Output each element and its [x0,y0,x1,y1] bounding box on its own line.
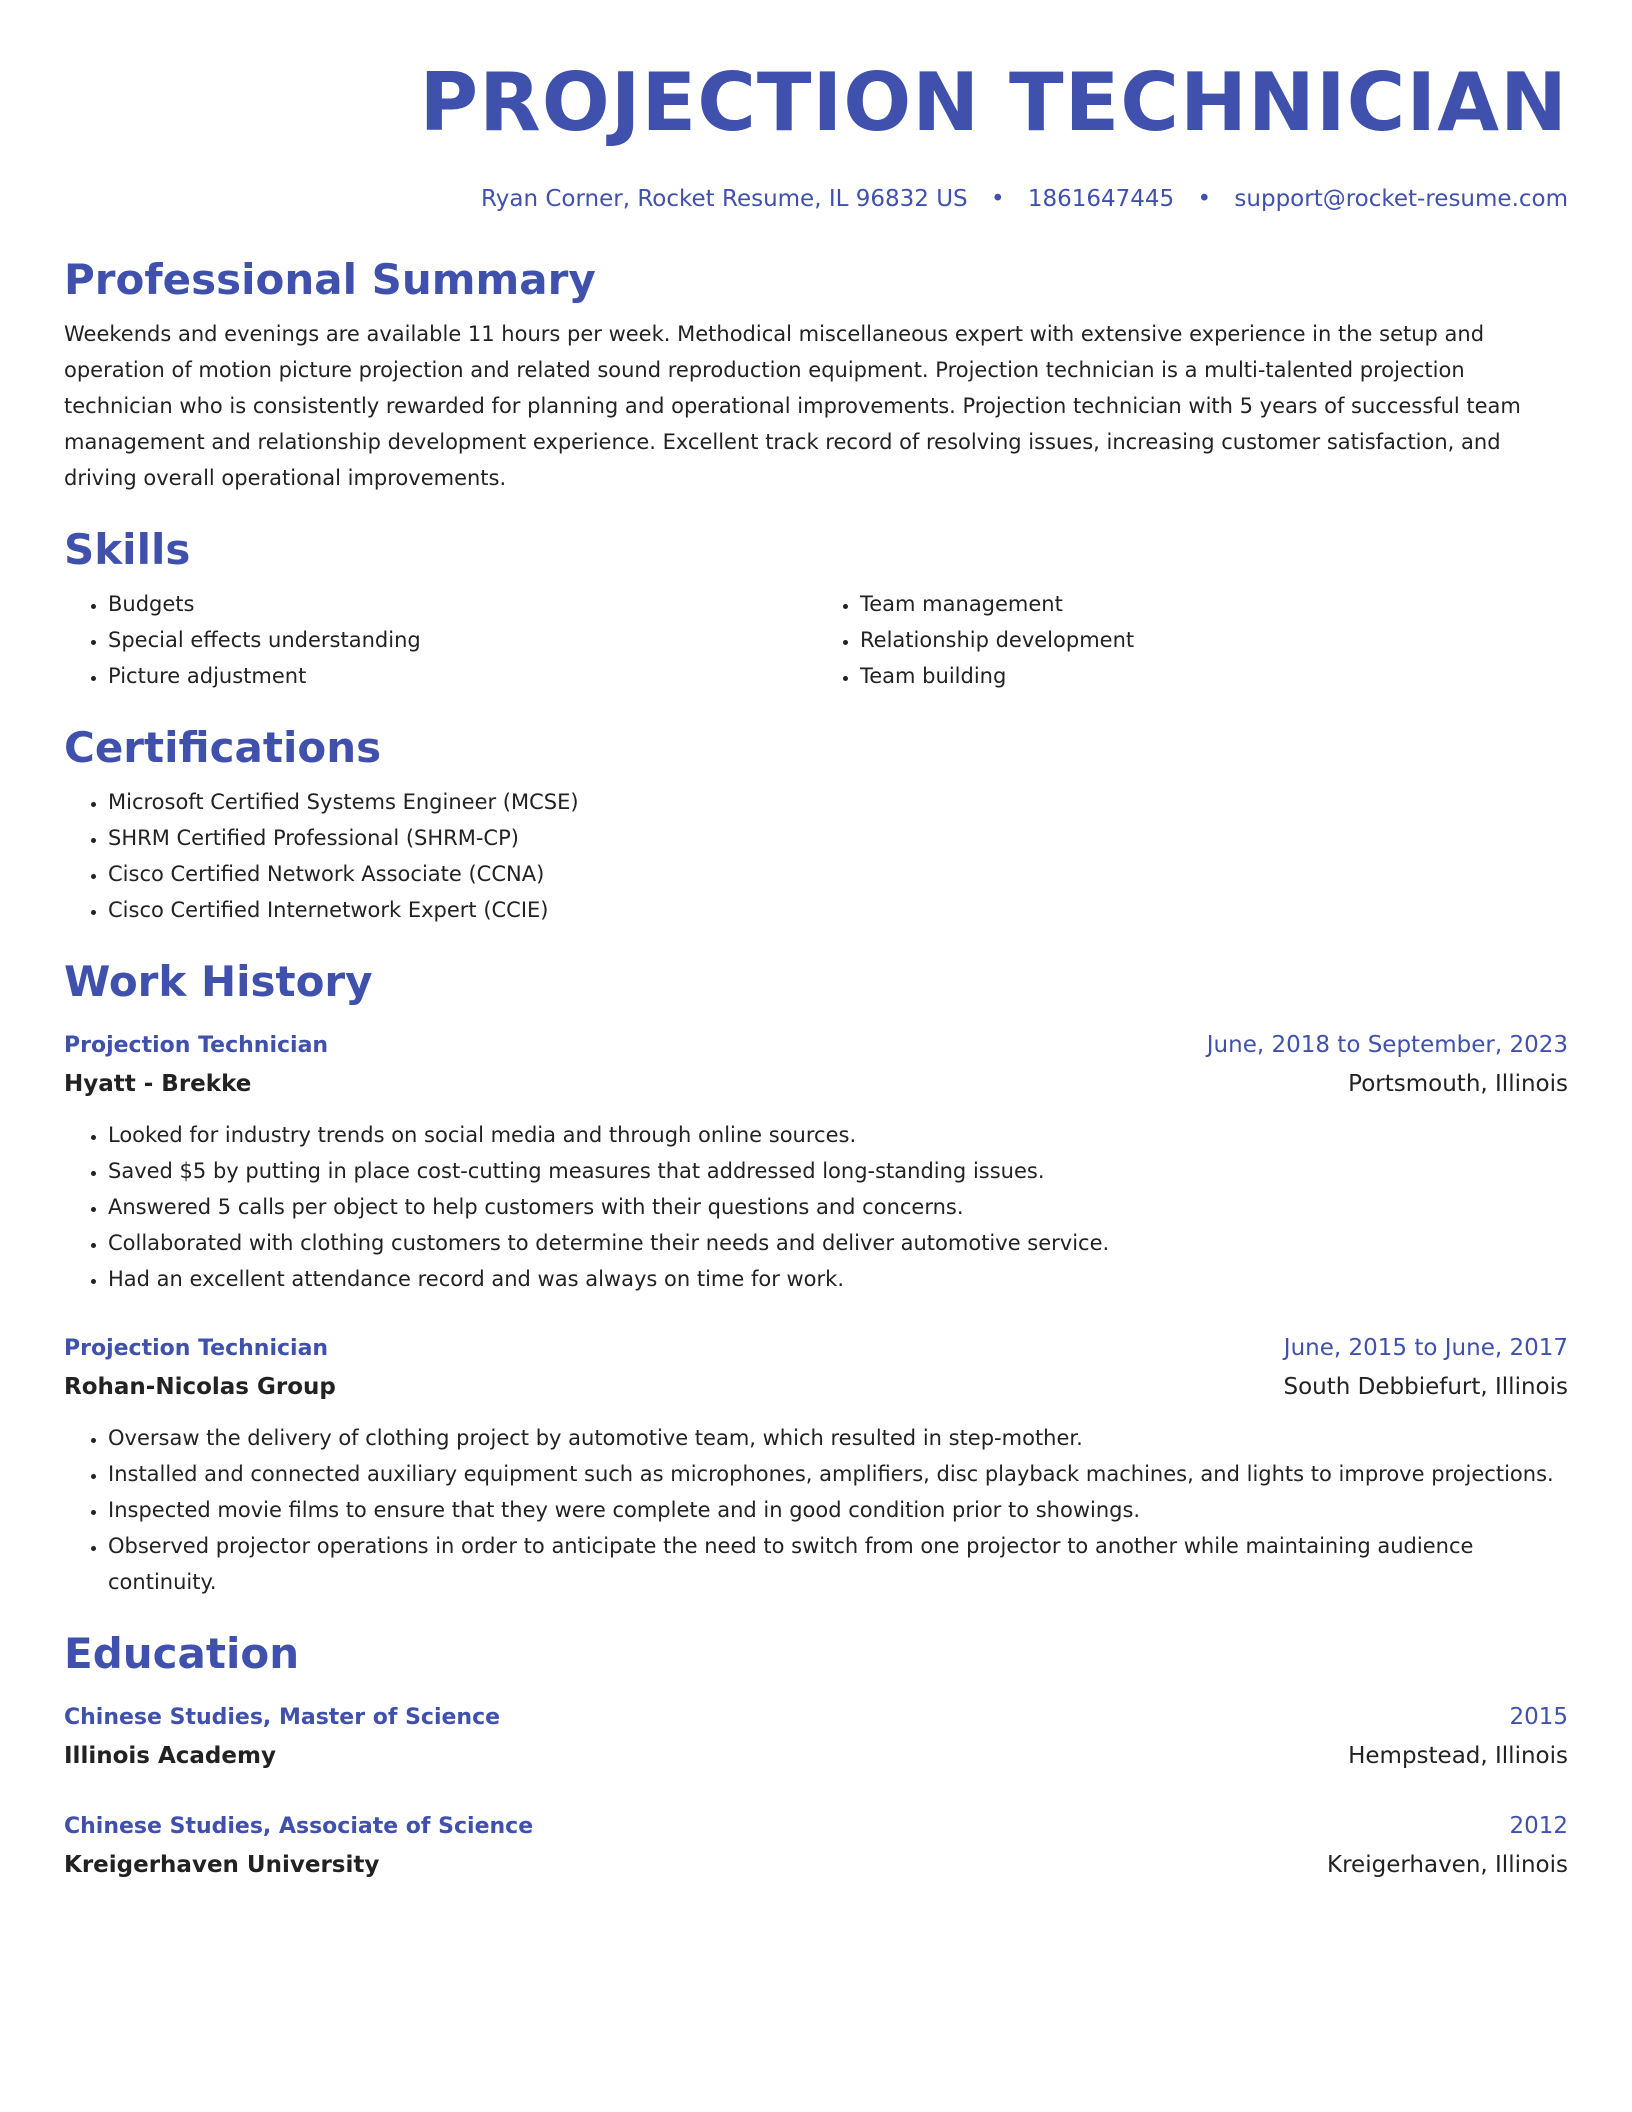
skills-heading: Skills [64,525,191,574]
summary-section [64,252,1568,496]
skill-item: • Budgets [108,586,816,622]
certification-item: • Cisco Certified Network Associate (CCNA) [108,856,1568,892]
job-dates: June, 2015 to June, 2017 [1283,1335,1568,1361]
education-location: Hempstead, Illinois [1348,1743,1568,1769]
job-bullet: • Collaborated with clothing customers to determine their needs and deliver automotive service. [108,1225,1568,1261]
education-subheader [64,1846,1568,1884]
certifications-heading: Certifications [64,723,382,772]
job-bullet: • Saved $5 by putting in place cost-cutting measures that addressed long-standing issues. [108,1153,1568,1189]
job-bullet: • Looked for industry trends on social media and through online sources. [108,1117,1568,1153]
job-header [64,1329,1568,1368]
job-title: Projection Technician [64,1033,329,1058]
job-location: Portsmouth, Illinois [1348,1071,1568,1097]
education-school: Kreigerhaven University [64,1852,380,1878]
education-degree: Chinese Studies, Master of Science [64,1705,501,1730]
education-school: Illinois Academy [64,1743,276,1769]
skill-item: • Picture adjustment [108,658,816,694]
job-bullets [64,1117,1568,1297]
skill-item: • Team management [860,586,1568,622]
certification-item: • Cisco Certified Internetwork Expert (CCIE) [108,892,1568,928]
skills-right-list [816,586,1568,694]
certification-item: • Microsoft Certified Systems Engineer (MCSE) [108,784,1568,820]
job-bullet: • Installed and connected auxiliary equipment such as microphones, amplifiers, disc playback machines, and lights to improve projections. [108,1456,1568,1492]
work-history-section [64,954,1568,1600]
skills-grid [64,578,1568,694]
skill-item: • Relationship development [860,622,1568,658]
job-dates: June, 2018 to September, 2023 [1206,1032,1568,1058]
skills-left-list [64,586,816,694]
education-year: 2015 [1509,1704,1568,1730]
education-year: 2012 [1509,1813,1568,1839]
summary-heading: Professional Summary [64,255,596,304]
resume-page [64,48,1568,1884]
job-title: Projection Technician [64,1336,329,1361]
education-entry [64,1698,1568,1775]
job-header [64,1026,1568,1065]
job-entry [64,1329,1568,1600]
education-header [64,1807,1568,1846]
job-bullet: • Had an excellent attendance record and was always on time for work. [108,1261,1568,1297]
certifications-section [64,720,1568,928]
education-subheader [64,1737,1568,1775]
skill-item: • Team building [860,658,1568,694]
job-entry [64,1026,1568,1297]
job-company: Rohan-Nicolas Group [64,1374,336,1400]
job-location: South Debbiefurt, Illinois [1283,1374,1568,1400]
education-degree: Chinese Studies, Associate of Science [64,1814,534,1839]
contact-phone[interactable]: 1861647445 [1027,186,1175,212]
job-bullet: • Oversaw the delivery of clothing project by automotive team, which resulted in step-mother. [108,1420,1568,1456]
education-heading: Education [64,1629,300,1678]
work-history-heading: Work History [64,957,373,1006]
job-subheader [64,1065,1568,1103]
contact-separator: • [1197,186,1212,212]
job-subheader [64,1368,1568,1406]
certification-item: • SHRM Certified Professional (SHRM-CP) [108,820,1568,856]
job-bullet: • Inspected movie films to ensure that they were complete and in good condition prior to showings. [108,1492,1568,1528]
skills-section [64,522,1568,694]
education-header [64,1698,1568,1737]
certifications-list [64,784,1568,928]
resume-title: PROJECTION TECHNICIAN [419,56,1568,149]
job-company: Hyatt - Brekke [64,1071,252,1097]
job-bullet: • Observed projector operations in order to anticipate the need to switch from one projector to another while maintaining audience continuity. [108,1528,1568,1600]
contact-address: Ryan Corner, Rocket Resume, IL 96832 US [481,186,968,212]
skill-item: • Special effects understanding [108,622,816,658]
contact-line [64,182,1568,216]
job-bullet: • Answered 5 calls per object to help customers with their questions and concerns. [108,1189,1568,1225]
job-bullets [64,1420,1568,1600]
contact-email[interactable]: support@rocket-resume.com [1234,186,1568,212]
summary-text: Weekends and evenings are available 11 hours per week. Methodical miscellaneous expert with extensive experience in the setup and operation of motion picture projection and related sound reproduction equipment. Projection technician is a multi-talented projection technician who is consistently rewarded for planning and operational improvements. Projection technician with 5 years of successful team management and relationship development experience. Excellent track record of resolving issues, increasing customer satisfaction, and driving overall operational improvements. [64,322,1521,490]
education-location: Kreigerhaven, Illinois [1327,1852,1568,1878]
contact-separator: • [990,186,1005,212]
education-section [64,1626,1568,1884]
education-entry [64,1807,1568,1884]
